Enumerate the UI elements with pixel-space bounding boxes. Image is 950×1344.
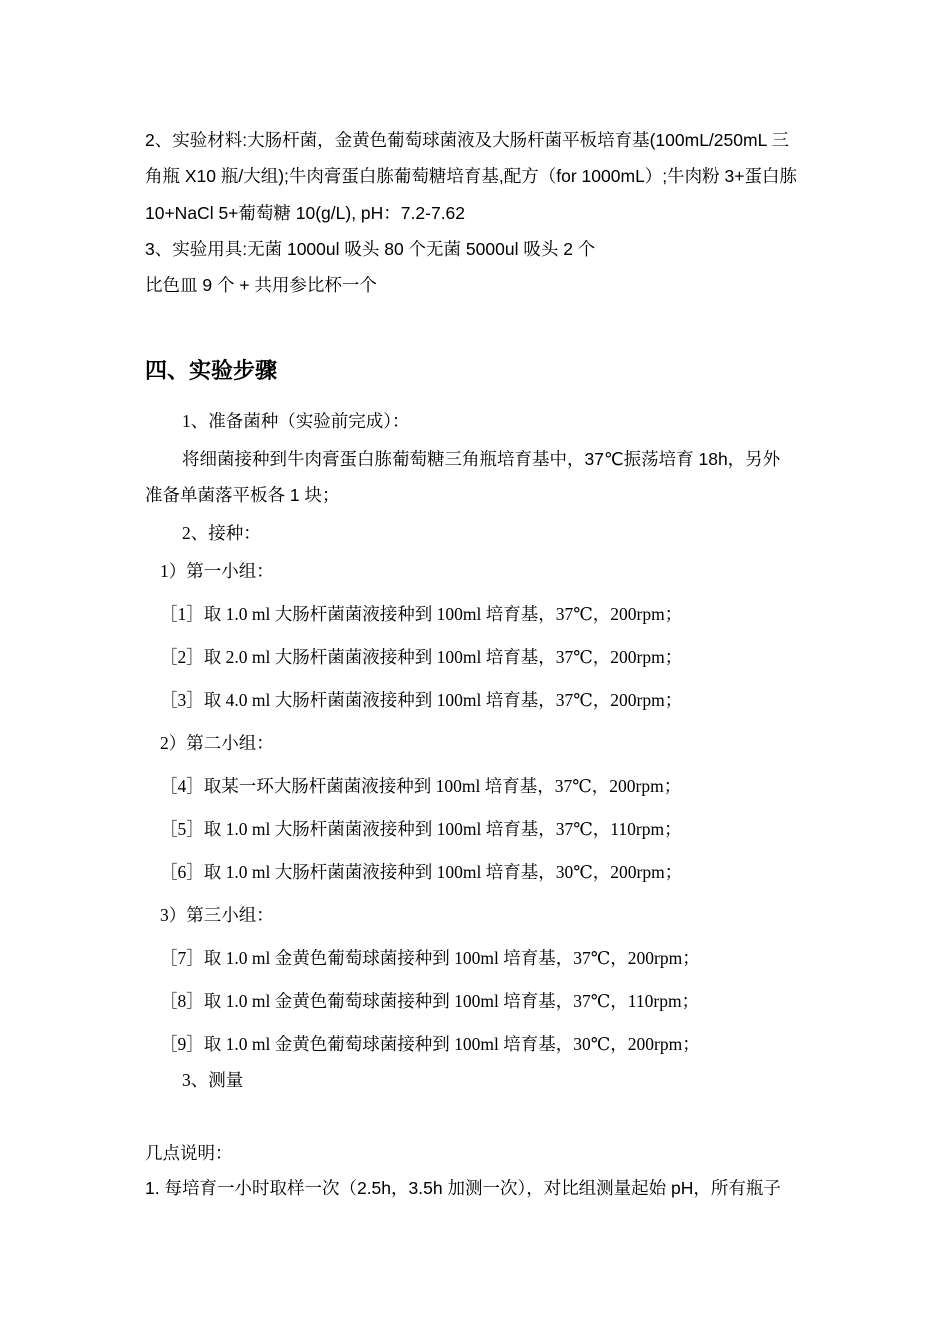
materials-line-3: 10+NaCl 5+葡萄糖 10(g/L), pH：7.2-7.62 <box>145 203 466 223</box>
inoculation-item-3: ［3］取 4.0 ml 大肠杆菌菌液接种到 100ml 培育基，37℃，200rpm； <box>160 690 683 710</box>
inoculation-item-1: ［1］取 1.0 ml 大肠杆菌菌液接种到 100ml 培育基，37℃，200rpm； <box>160 604 683 624</box>
inoculation-item-8: ［8］取 1.0 ml 金黄色葡萄球菌接种到 100ml 培育基，37℃，110rpm； <box>160 991 700 1011</box>
step-1-text-line-1: 将细菌接种到牛肉膏蛋白胨葡萄糖三角瓶培育基中，37℃振荡培育 18h，另外 <box>182 449 781 469</box>
inoculation-item-6: ［6］取 1.0 ml 大肠杆菌菌液接种到 100ml 培育基，30℃，200rpm； <box>160 862 683 882</box>
group-1-label: 1）第一小组： <box>160 561 274 581</box>
materials-line-2: 角瓶 X10 瓶/大组);牛肉膏蛋白胨葡萄糖培育基,配方（for 1000mL）;牛肉粉 3+蛋白胨 <box>145 166 797 186</box>
notes-title: 几点说明： <box>145 1143 233 1163</box>
inoculation-item-2: ［2］取 2.0 ml 大肠杆菌菌液接种到 100ml 培育基，37℃，200rpm； <box>160 647 683 667</box>
notes-line-1: 1. 每培育一小时取样一次（2.5h，3.5h 加测一次），对比组测量起始 pH，所有瓶子 <box>145 1178 781 1198</box>
section-heading: 四、实验步骤 <box>145 358 278 383</box>
step-3-title: 3、测量 <box>182 1070 244 1090</box>
step-1-text-line-2: 准备单菌落平板各 1 块； <box>145 485 340 505</box>
inoculation-item-9: ［9］取 1.0 ml 金黄色葡萄球菌接种到 100ml 培育基，30℃，200rpm； <box>160 1034 700 1054</box>
materials-line-1: 2、实验材料:大肠杆菌，金黄色葡萄球菌液及大肠杆菌平板培育基(100mL/250mL 三 <box>145 130 790 150</box>
inoculation-item-7: ［7］取 1.0 ml 金黄色葡萄球菌接种到 100ml 培育基，37℃，200rpm； <box>160 948 700 968</box>
inoculation-item-5: ［5］取 1.0 ml 大肠杆菌菌液接种到 100ml 培育基，37℃，110rpm； <box>160 819 682 839</box>
inoculation-item-4: ［4］取某一环大肠杆菌菌液接种到 100ml 培育基，37℃，200rpm； <box>160 776 682 796</box>
step-1-title: 1、准备菌种（实验前完成）： <box>182 411 410 431</box>
tools-line-2: 比色皿 9 个 + 共用参比杯一个 <box>145 275 377 295</box>
group-2-label: 2）第二小组： <box>160 733 274 753</box>
tools-line-1: 3、实验用具:无菌 1000ul 吸头 80 个无菌 5000ul 吸头 2 个 <box>145 239 596 259</box>
step-2-title: 2、接种： <box>182 523 261 543</box>
group-3-label: 3）第三小组： <box>160 905 274 925</box>
